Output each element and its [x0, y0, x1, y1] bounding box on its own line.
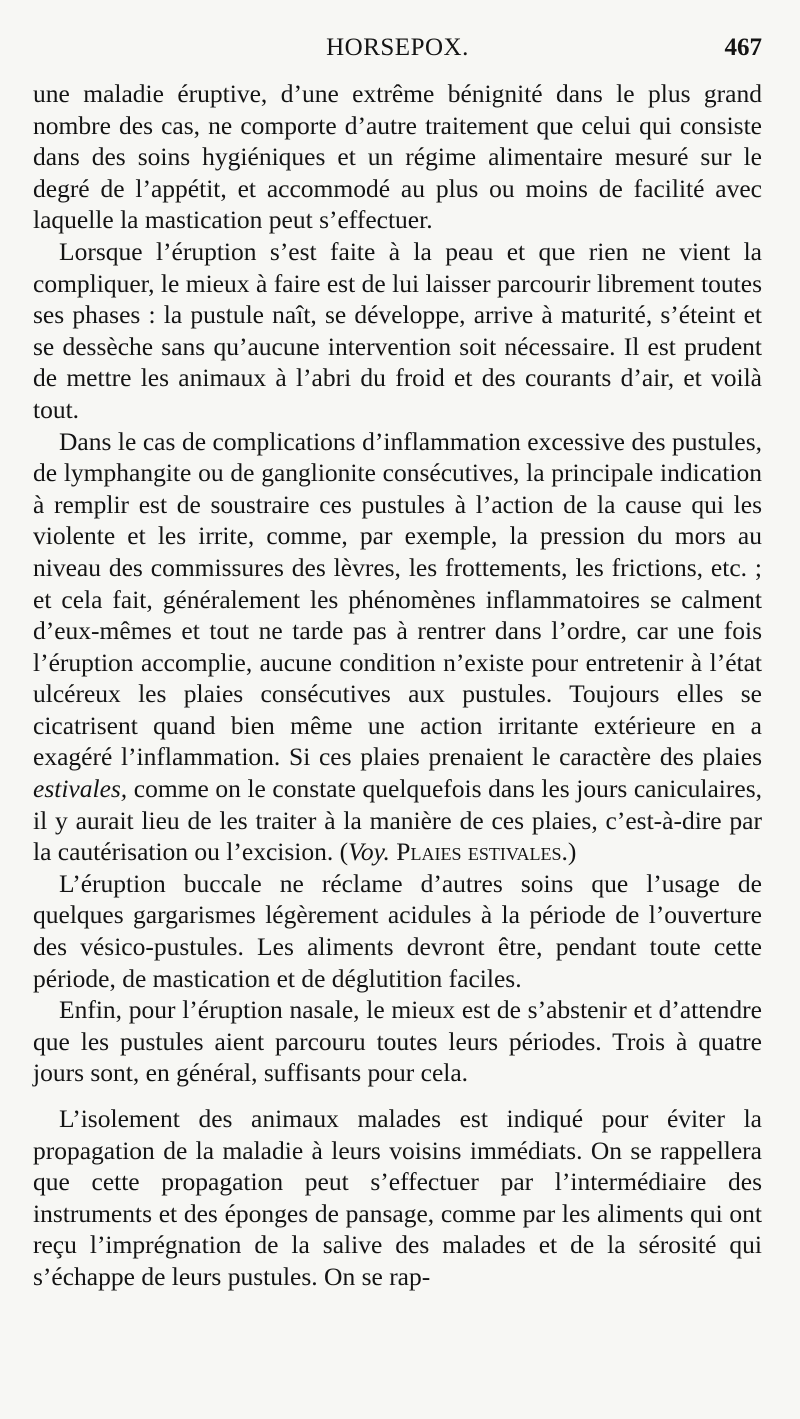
- paragraph-buccal-eruption: L’éruption buccale ne réclame d’autres soins que l’usage de quelques gargarismes légèrement acidules à la période de l’ouverture des vésico-pustules. Les aliments devront être, pendant toute cette période, de mastication et de déglutition faciles.: [33, 868, 762, 993]
- voy-reference: Voy.: [348, 837, 390, 867]
- page-number: 467: [724, 34, 762, 61]
- running-head: [33, 28, 762, 78]
- complications-text-continued: comme on le constate quelquefois dans les jours caniculaires, il y aurait lieu de les traiter à la manière de ces plaies, c’est-à-dire par la cautérisation ou l’excision. (: [33, 774, 763, 867]
- paragraph-cutaneous-eruption: Lorsque l’éruption s’est faite à la peau et que rien ne vient la compliquer, le mieux à faire est de lui laisser parcourir librement toutes ses phases : la pustule naît, se développe, arrive à maturité, s’éteint et se dessèche sans qu’aucune intervention soit nécessaire. Il est prudent de mettre les animaux à l’abri du froid et des courants d’air, et voilà tout.: [33, 236, 762, 424]
- body-text: [33, 78, 762, 1293]
- paragraph-isolation: L’isolement des animaux malades est indiqué pour éviter la propagation de la maladie à leurs voisins immédiats. On se rappellera que cette propagation peut s’effectuer par l’intermédiaire des instruments et des éponges de pansage, comme par les aliments qui ont reçu l’imprégnation de la salive des malades et de la sérosité qui s’échappe de leurs pustules. On se rap-: [33, 1104, 762, 1291]
- paragraph-continuation: une maladie éruptive, d’une extrême bénignité dans le plus grand nombre des cas, ne comporte d’autre traitement que celui qui consiste dans des soins hygiéniques et un régime alimentaire mesuré sur le degré de l’appétit, et accommodé au plus ou moins de facilité avec laquelle la mastication peut s’effectuer.: [33, 79, 762, 235]
- reference-close: ): [567, 837, 577, 867]
- running-title: HORSEPOX.: [326, 34, 469, 61]
- cross-reference-plaies-estivales: Plaies estivales.: [396, 837, 568, 867]
- term-estivales: estivales,: [33, 774, 128, 804]
- complications-text: Dans le cas de complications d’inflammation excessive des pustules, de lymphangite ou de ganglionite consécutives, la principale indication à remplir est de soustraire ces pustules à l’action de la cause qui les violente et les irrite, comme, par exemple, la pression du mors au niveau des commissures des lèvres, les frottements, les frictions, etc. ; et cela fait, généralement les phénomènes inflammatoires se calment d’eux-mêmes et tout ne tarde pas à rentrer dans l’ordre, car une fois l’éruption accomplie, aucune condition n’existe pour entretenir à l’état ulcéreux les plaies consécutives aux pustules. Toujours elles se cicatrisent quand bien même une action irritante extérieure en a exagéré l’inflammation. Si ces plaies prenaient le caractère des plaies: [33, 426, 762, 772]
- paragraph-nasal-eruption: Enfin, pour l’éruption nasale, le mieux est de s’abstenir et d’attendre que les pustules aient parcouru toutes leurs périodes. Trois à quatre jours sont, en général, suffisants pour cela.: [33, 995, 762, 1088]
- paragraph-complications: [33, 426, 762, 868]
